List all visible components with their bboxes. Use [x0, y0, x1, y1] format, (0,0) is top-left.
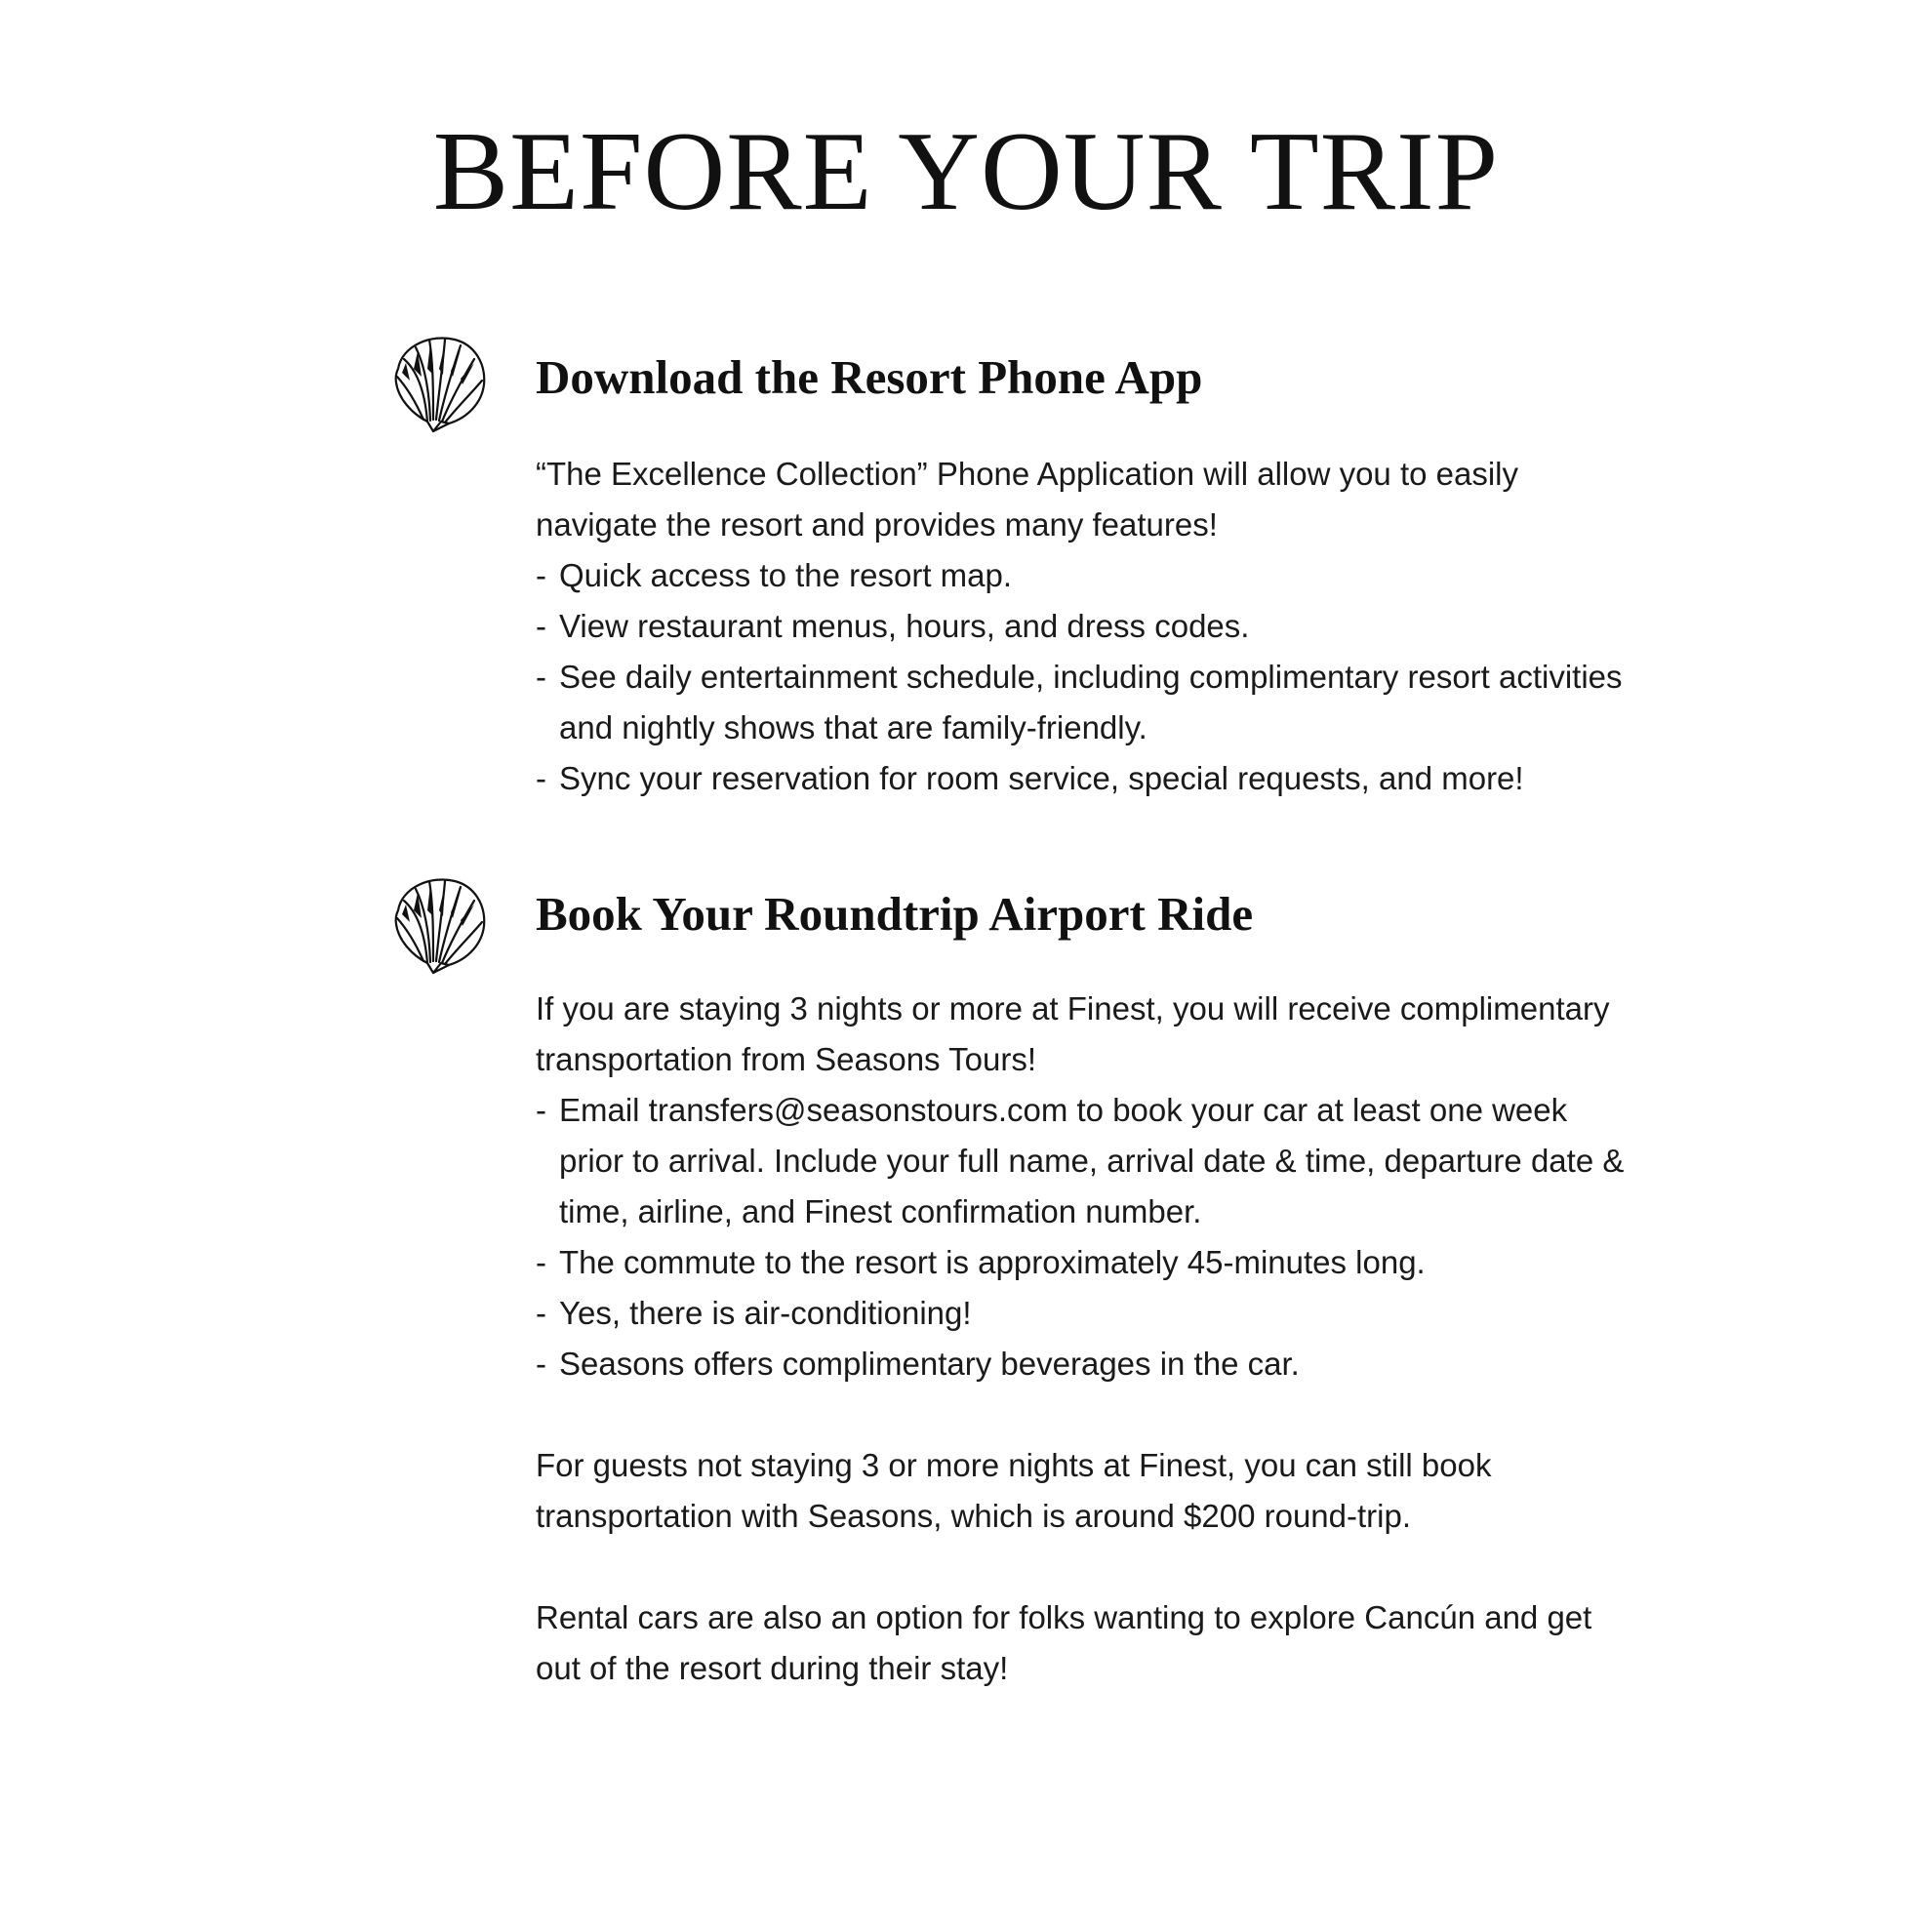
- section-body: [536, 984, 1638, 1694]
- paragraph-spacer: [536, 1542, 1638, 1592]
- list-item: - See daily entertainment schedule, including complimentary resort activities and nightly shows that are family-friendly.: [536, 652, 1638, 753]
- page-title: BEFORE YOUR TRIP: [432, 109, 1500, 234]
- intro-paragraph: “The Excellence Collection” Phone Application will allow you to easily navigate the resort and provides many features!: [536, 456, 1519, 543]
- section-body: [536, 449, 1638, 804]
- body-paragraph: Rental cars are also an option for folks wanting to explore Cancún and get out of the resort during their stay!: [536, 1599, 1592, 1686]
- list-item: - Email transfers@seasonstours.com to book your car at least one week prior to arrival. Include your full name, arrival date & time, departure date & time, airline, and Finest confirmation number.: [536, 1085, 1638, 1237]
- seashell-icon: [384, 330, 492, 437]
- intro-paragraph: If you are staying 3 nights or more at Finest, you will receive complimentary transportation from Seasons Tours!: [536, 990, 1610, 1077]
- list-item: - Yes, there is air-conditioning!: [536, 1288, 1638, 1339]
- seashell-icon: [384, 871, 492, 979]
- feature-list: [536, 550, 1638, 804]
- list-item: - View restaurant menus, hours, and dress codes.: [536, 601, 1638, 652]
- list-item: - Sync your reservation for room service, special requests, and more!: [536, 753, 1638, 804]
- paragraph-spacer: [536, 1389, 1638, 1440]
- section-heading: Download the Resort Phone App: [536, 350, 1203, 404]
- list-item: - The commute to the resort is approximately 45-minutes long.: [536, 1237, 1638, 1288]
- section-heading: Book Your Roundtrip Airport Ride: [536, 887, 1254, 941]
- list-item: - Quick access to the resort map.: [536, 550, 1638, 601]
- list-item: - Seasons offers complimentary beverages in the car.: [536, 1339, 1638, 1389]
- transport-list: [536, 1085, 1638, 1389]
- body-paragraph: For guests not staying 3 or more nights at Finest, you can still book transportation with Seasons, which is around $200 round-trip.: [536, 1447, 1492, 1534]
